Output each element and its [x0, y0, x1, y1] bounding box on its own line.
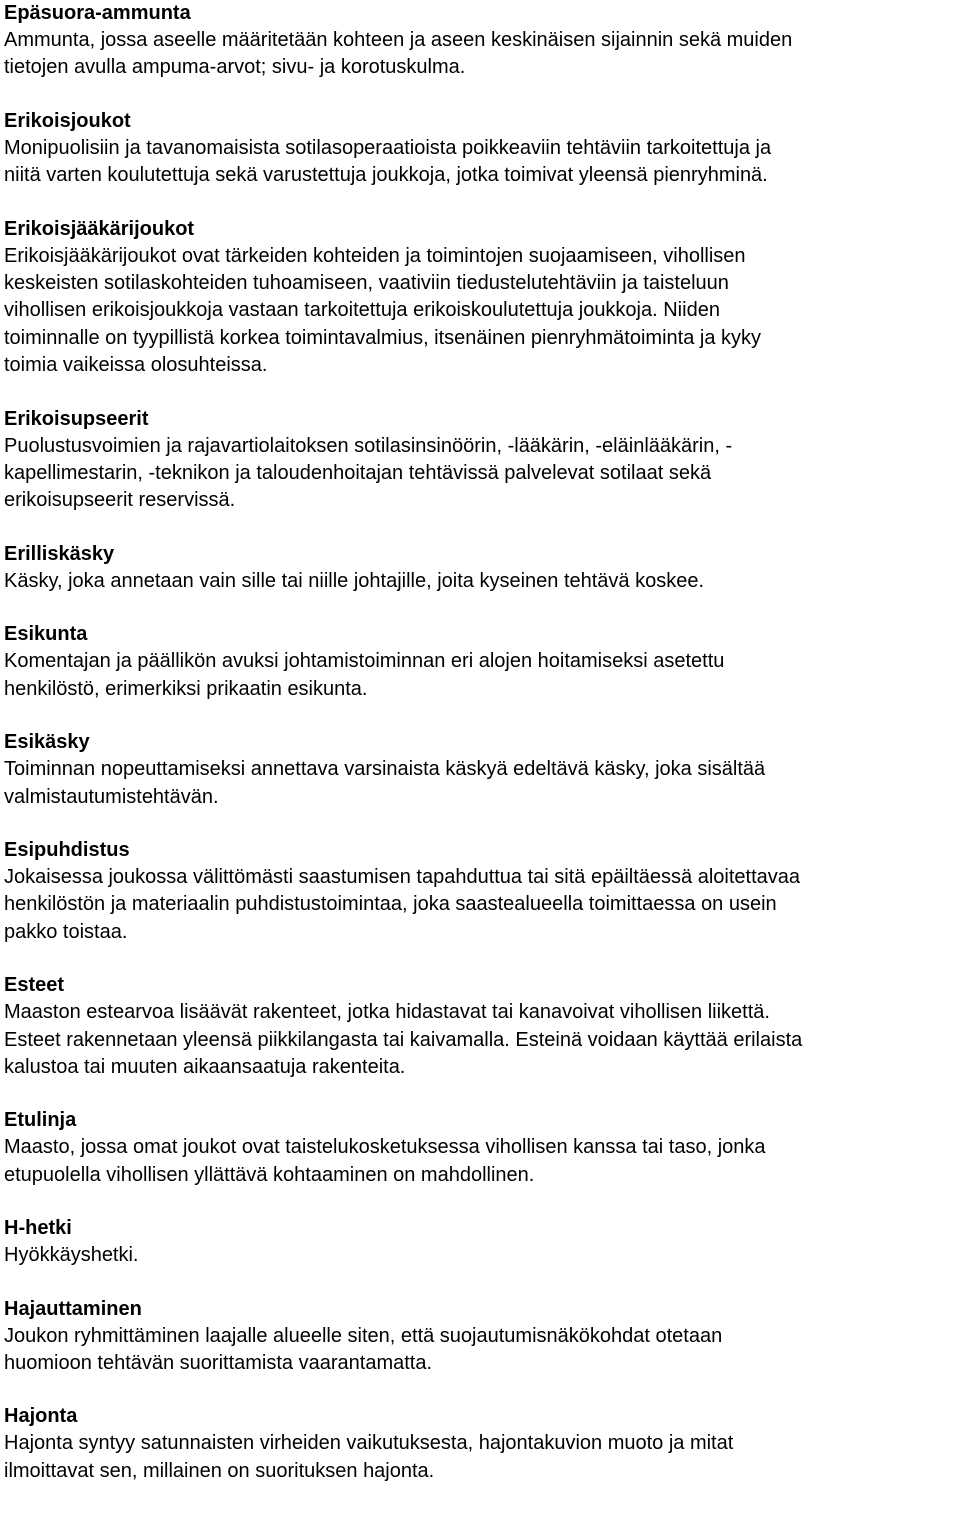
- definition-line: erikoisupseerit reservissä.: [4, 489, 236, 512]
- entry-definition: [4, 135, 956, 190]
- entry-term: Erikoisjääkärijoukot: [4, 217, 195, 240]
- entry-definition: [4, 433, 956, 515]
- glossary-entry: [4, 0, 956, 82]
- glossary-page: [4, 0, 956, 1485]
- entry-definition: [4, 1242, 956, 1269]
- definition-line: Ammunta, jossa aseelle määritetään kohteen ja aseen keskinäisen sijainnin sekä muiden: [4, 29, 793, 51]
- entry-definition: [4, 864, 956, 946]
- entry-definition: [4, 243, 956, 380]
- definition-line: Puolustusvoimien ja rajavartiolaitoksen sotilasinsinöörin, -lääkärin, -eläinlääkärin, -: [4, 434, 733, 457]
- definition-line: etupuolella vihollisen yllättävä kohtaaminen on mahdollinen.: [4, 1163, 535, 1186]
- definition-line: toiminnalle on tyypillistä korkea toimintavalmius, itsenäinen pienryhmätoiminta ja kyky: [4, 326, 762, 349]
- entry-term: Hajauttaminen: [4, 1297, 142, 1320]
- definition-line: keskeisten sotilaskohteiden tuhoamiseen, vaativiin tiedustelutehtäviin ja taisteluun: [4, 272, 729, 295]
- definition-line: Maaston estearvoa lisäävät rakenteet, jotka hidastavat tai kanavoivat vihollisen liikettä.: [4, 1001, 770, 1024]
- entry-term: Esikunta: [4, 623, 88, 646]
- entry-term: Erilliskäsky: [4, 542, 115, 565]
- definition-line: huomioon tehtävän suorittamista vaarantamatta.: [4, 1351, 433, 1374]
- definition-line: Jokaisessa joukossa välittömästi saastumisen tapahduttua tai sitä epäiltäessä aloitettavaa: [4, 865, 801, 888]
- glossary-entry: [4, 541, 956, 595]
- definition-line: henkilöstön ja materiaalin puhdistustoimintaa, joka saastealueella toimittaessa on usein: [4, 893, 777, 916]
- definition-line: tietojen avulla ampuma-arvot; sivu- ja korotuskulma.: [4, 56, 466, 79]
- entry-term: Hajonta: [4, 1405, 78, 1428]
- entry-term: Esteet: [4, 974, 65, 997]
- entry-term: H-hetki: [4, 1217, 72, 1240]
- glossary-entry: [4, 1107, 956, 1189]
- glossary-entry: [4, 837, 956, 946]
- definition-line: henkilöstö, erimerkiksi prikaatin esikunta.: [4, 677, 368, 700]
- definition-line: Käsky, joka annetaan vain sille tai niille johtajille, joita kyseinen tehtävä koskee.: [4, 569, 705, 592]
- definition-line: pakko toistaa.: [4, 920, 128, 943]
- glossary-entry: [4, 1403, 956, 1485]
- definition-line: ilmoittavat sen, millainen on suorituksen hajonta.: [4, 1459, 435, 1482]
- entry-term: Etulinja: [4, 1109, 77, 1132]
- definition-line: Komentajan ja päällikön avuksi johtamistoiminnan eri alojen hoitamiseksi asetettu: [4, 650, 725, 673]
- definition-line: valmistautumistehtävän.: [4, 785, 219, 808]
- definition-line: niitä varten koulutettuja sekä varustettuja joukkoja, jotka toimivat yleensä pienryhminä.: [4, 164, 768, 187]
- glossary-entry: [4, 406, 956, 515]
- entry-term: Erikoisupseerit: [4, 407, 149, 430]
- definition-line: Hajonta syntyy satunnaisten virheiden vaikutuksesta, hajontakuvion muoto ja mitat: [4, 1432, 734, 1455]
- definition-line: Esteet rakennetaan yleensä piikkilangasta tai kaivamalla. Esteinä voidaan käyttää erilaista: [4, 1028, 803, 1051]
- definition-line: toimia vaikeissa olosuhteissa.: [4, 354, 268, 377]
- entry-definition: [4, 756, 956, 811]
- entry-definition: [4, 27, 956, 82]
- glossary-entry: [4, 108, 956, 190]
- definition-line: kalustoa tai muuten aikaansaatuja rakenteita.: [4, 1055, 406, 1078]
- definition-line: Monipuolisiin ja tavanomaisista sotilasoperaatioista poikkeaviin tehtäviin tarkoitettuja ja: [4, 136, 772, 159]
- entry-definition: [4, 648, 956, 703]
- entry-definition: [4, 1323, 956, 1378]
- glossary-entry: [4, 729, 956, 811]
- entry-definition: [4, 1430, 956, 1485]
- entry-term: Epäsuora-ammunta: [4, 2, 191, 24]
- definition-line: kapellimestarin, -teknikon ja taloudenhoitajan tehtävissä palvelevat sotilaat sekä: [4, 462, 712, 485]
- definition-line: Joukon ryhmittäminen laajalle alueelle siten, että suojautumisnäkökohdat otetaan: [4, 1324, 723, 1347]
- glossary-entry: [4, 1296, 956, 1378]
- entry-definition: [4, 568, 956, 595]
- entry-definition: [4, 999, 956, 1081]
- entry-term: Esipuhdistus: [4, 838, 130, 861]
- entry-definition: [4, 1134, 956, 1189]
- glossary-entry: [4, 1215, 956, 1269]
- entry-term: Esikäsky: [4, 731, 90, 754]
- entry-term: Erikoisjoukot: [4, 109, 131, 132]
- definition-line: vihollisen erikoisjoukkoja vastaan tarkoitettuja erikoiskoulutettuja joukkoja. Niiden: [4, 299, 720, 322]
- glossary-entry: [4, 972, 956, 1081]
- glossary-entry: [4, 621, 956, 703]
- definition-line: Toiminnan nopeuttamiseksi annettava varsinaista käskyä edeltävä käsky, joka sisältää: [4, 758, 766, 781]
- definition-line: Erikoisjääkärijoukot ovat tärkeiden kohteiden ja toimintojen suojaamiseen, vihollisen: [4, 244, 746, 267]
- definition-line: Hyökkäyshetki.: [4, 1244, 139, 1267]
- definition-line: Maasto, jossa omat joukot ovat taistelukosketuksessa vihollisen kanssa tai taso, jonka: [4, 1136, 766, 1159]
- glossary-entry: [4, 216, 956, 380]
